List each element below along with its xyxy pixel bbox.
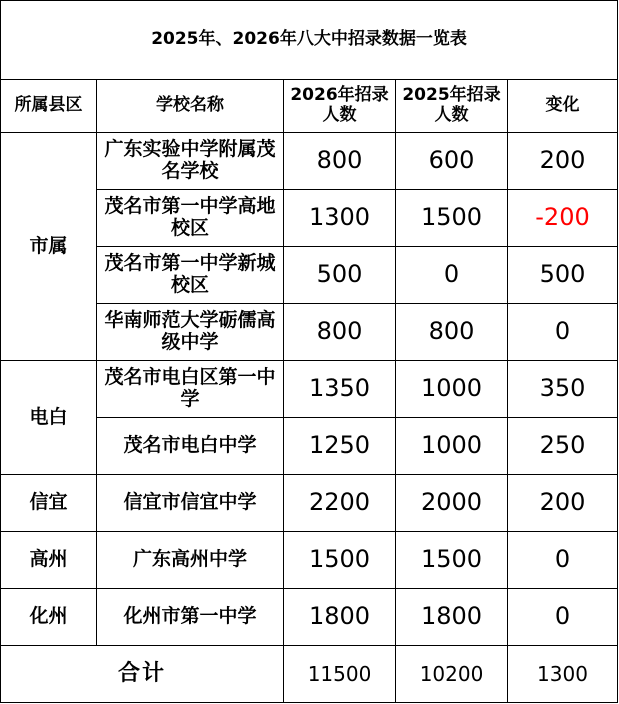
county-cell: 化州 bbox=[1, 589, 97, 646]
header-2026: 2026年招录人数 bbox=[284, 80, 396, 133]
header-county: 所属县区 bbox=[1, 80, 97, 133]
total-2026: 11500 bbox=[284, 646, 396, 703]
enroll-2025: 2000 bbox=[396, 475, 508, 532]
enroll-2025: 800 bbox=[396, 304, 508, 361]
enroll-2025: 600 bbox=[396, 133, 508, 190]
change-value: 0 bbox=[508, 304, 618, 361]
header-2025: 2025年招录人数 bbox=[396, 80, 508, 133]
school-name: 广东实验中学附属茂名学校 bbox=[97, 133, 284, 190]
table-row bbox=[1, 475, 618, 532]
header-change: 变化 bbox=[508, 80, 618, 133]
total-2025: 10200 bbox=[396, 646, 508, 703]
school-name: 信宜市信宜中学 bbox=[97, 475, 284, 532]
enroll-2026: 1300 bbox=[284, 190, 396, 247]
change-value: 200 bbox=[508, 475, 618, 532]
enroll-2025: 1000 bbox=[396, 361, 508, 418]
school-name: 茂名市第一中学新城校区 bbox=[97, 247, 284, 304]
enroll-2026: 500 bbox=[284, 247, 396, 304]
school-name: 化州市第一中学 bbox=[97, 589, 284, 646]
enroll-2026: 1350 bbox=[284, 361, 396, 418]
enroll-2025: 1000 bbox=[396, 418, 508, 475]
school-name: 茂名市第一中学高地校区 bbox=[97, 190, 284, 247]
enroll-2025: 1800 bbox=[396, 589, 508, 646]
enroll-2025: 1500 bbox=[396, 190, 508, 247]
enroll-2026: 800 bbox=[284, 133, 396, 190]
table-row bbox=[1, 361, 618, 418]
table-row bbox=[1, 589, 618, 646]
total-row bbox=[1, 646, 618, 703]
enroll-2025: 0 bbox=[396, 247, 508, 304]
change-value: 250 bbox=[508, 418, 618, 475]
school-name: 茂名市电白中学 bbox=[97, 418, 284, 475]
change-value-negative: -200 bbox=[508, 190, 618, 247]
total-change: 1300 bbox=[508, 646, 618, 703]
header-school: 学校名称 bbox=[97, 80, 284, 133]
county-cell: 信宜 bbox=[1, 475, 97, 532]
change-value: 350 bbox=[508, 361, 618, 418]
enroll-2025: 1500 bbox=[396, 532, 508, 589]
enroll-2026: 2200 bbox=[284, 475, 396, 532]
school-name: 茂名市电白区第一中学 bbox=[97, 361, 284, 418]
school-name: 华南师范大学砺儒高级中学 bbox=[97, 304, 284, 361]
county-cell: 市属 bbox=[1, 133, 97, 361]
table-row bbox=[1, 133, 618, 190]
change-value: 0 bbox=[508, 532, 618, 589]
enroll-2026: 1500 bbox=[284, 532, 396, 589]
county-cell: 电白 bbox=[1, 361, 97, 475]
county-cell: 高州 bbox=[1, 532, 97, 589]
enroll-2026: 1800 bbox=[284, 589, 396, 646]
change-value: 500 bbox=[508, 247, 618, 304]
change-value: 0 bbox=[508, 589, 618, 646]
table-row bbox=[1, 532, 618, 589]
enroll-2026: 1250 bbox=[284, 418, 396, 475]
table-title: 2025年、2026年八大中招录数据一览表 bbox=[1, 1, 618, 80]
change-value: 200 bbox=[508, 133, 618, 190]
enroll-2026: 800 bbox=[284, 304, 396, 361]
total-label: 合计 bbox=[1, 646, 284, 703]
school-name: 广东高州中学 bbox=[97, 532, 284, 589]
